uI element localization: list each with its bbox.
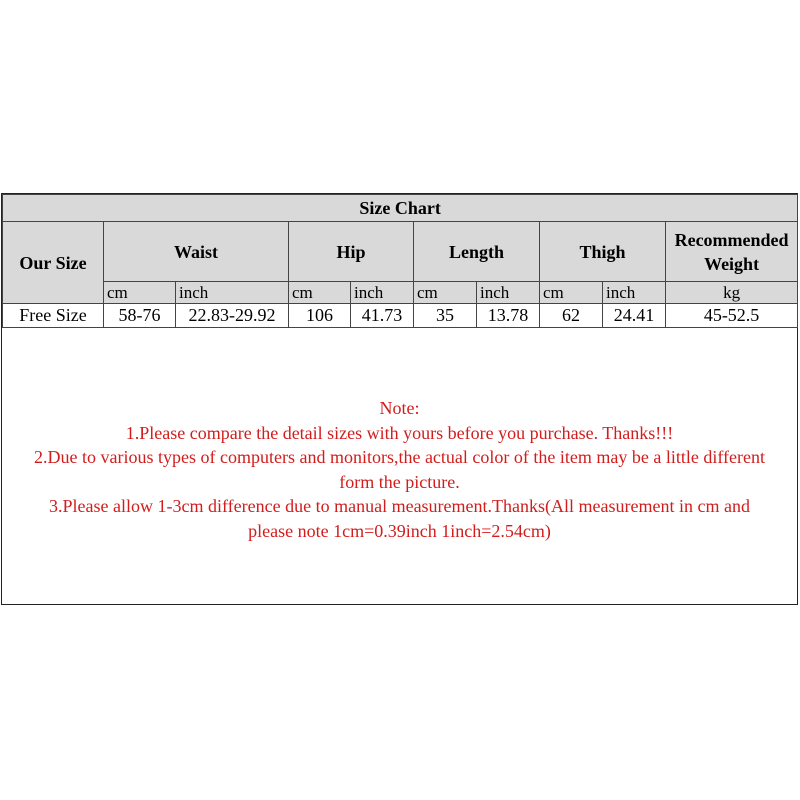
cell-thigh-inch: 24.41 [603,304,666,328]
note-line-2: 2.Due to various types of computers and monitors,the actual color of the item may be a little different [34,447,765,467]
cell-length-cm: 35 [414,304,477,328]
unit-waist-cm: cm [104,282,176,304]
unit-waist-inch: inch [176,282,289,304]
size-chart-table [2,194,798,328]
size-chart [1,193,798,605]
table-row [3,304,798,328]
cell-hip-inch: 41.73 [351,304,414,328]
note-line-3: 3.Please allow 1-3cm difference due to manual measurement.Thanks(All measurement in cm and [49,496,750,516]
cell-hip-cm: 106 [289,304,351,328]
note-title: Note: [379,398,420,418]
header-hip: Hip [289,222,414,282]
chart-title: Size Chart [3,195,798,222]
note-block [2,396,797,543]
cell-length-inch: 13.78 [477,304,540,328]
cell-waist-cm: 58-76 [104,304,176,328]
cell-thigh-cm: 62 [540,304,603,328]
unit-length-cm: cm [414,282,477,304]
cell-weight-kg: 45-52.5 [666,304,798,328]
note-line-1: 1.Please compare the detail sizes with yours before you purchase. Thanks!!! [125,422,674,443]
header-our-size: Our Size [3,222,104,304]
note-line-2-cont: form the picture. [339,471,460,492]
header-waist: Waist [104,222,289,282]
cell-size: Free Size [3,304,104,328]
cell-waist-inch: 22.83-29.92 [176,304,289,328]
header-recommended-weight: Recommended Weight [666,222,798,282]
unit-hip-cm: cm [289,282,351,304]
unit-length-inch: inch [477,282,540,304]
header-length: Length [414,222,540,282]
unit-thigh-inch: inch [603,282,666,304]
unit-weight-kg: kg [666,282,798,304]
header-thigh: Thigh [540,222,666,282]
unit-thigh-cm: cm [540,282,603,304]
note-line-3-cont: please note 1cm=0.39inch 1inch=2.54cm) [248,520,551,541]
unit-hip-inch: inch [351,282,414,304]
